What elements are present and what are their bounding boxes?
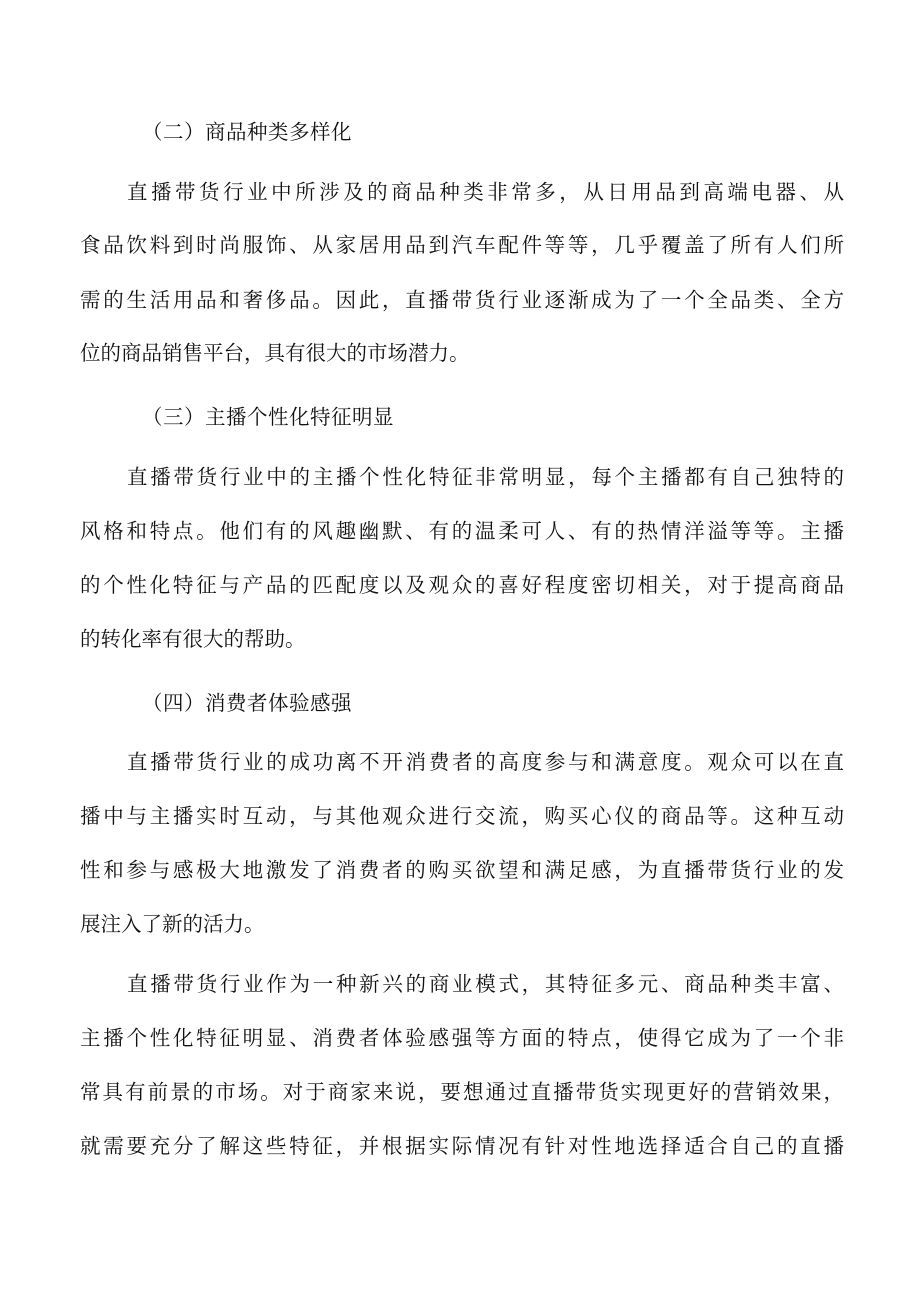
section-heading-2: （二）商品种类多样化	[142, 120, 352, 144]
paragraph-line: 的转化率有很大的帮助。	[80, 627, 306, 651]
paragraph-line: 直播带货行业的成功离不开消费者的高度参与和满意度。观众可以在直	[127, 750, 844, 774]
conclusion-line: 常具有前景的市场。对于商家来说，要想通过直播带货实现更好的营销效果，	[80, 1080, 844, 1104]
conclusion-line: 主播个性化特征明显、消费者体验感强等方面的特点，使得它成为了一个非	[80, 1026, 844, 1050]
conclusion-line: 直播带货行业作为一种新兴的商业模式，其特征多元、商品种类丰富、	[127, 972, 844, 996]
paragraph-line: 的个性化特征与产品的匹配度以及观众的喜好程度密切相关，对于提高商品	[80, 573, 844, 597]
paragraph-line: 位的商品销售平台，具有很大的市场潜力。	[80, 341, 470, 365]
paragraph-line: 食品饮料到时尚服饰、从家居用品到汽车配件等等，几乎覆盖了所有人们所	[80, 233, 844, 257]
paragraph-line: 直播带货行业中所涉及的商品种类非常多，从日用品到高端电器、从	[127, 180, 844, 204]
section-heading-4: （四）消费者体验感强	[142, 691, 352, 715]
paragraph-line: 需的生活用品和奢侈品。因此，直播带货行业逐渐成为了一个全品类、全方	[80, 288, 844, 312]
section-heading-3: （三）主播个性化特征明显	[142, 405, 394, 429]
paragraph-line: 展注入了新的活力。	[80, 912, 265, 936]
paragraph-line: 性和参与感极大地激发了消费者的购买欲望和满足感，为直播带货行业的发	[80, 858, 844, 882]
paragraph-line: 播中与主播实时互动，与其他观众进行交流，购买心仪的商品等。这种互动	[80, 804, 844, 828]
paragraph-line: 直播带货行业中的主播个性化特征非常明显，每个主播都有自己独特的	[127, 465, 844, 489]
conclusion-line: 就需要充分了解这些特征，并根据实际情况有针对性地选择适合自己的直播	[80, 1134, 844, 1158]
paragraph-line: 风格和特点。他们有的风趣幽默、有的温柔可人、有的热情洋溢等等。主播	[80, 519, 844, 543]
